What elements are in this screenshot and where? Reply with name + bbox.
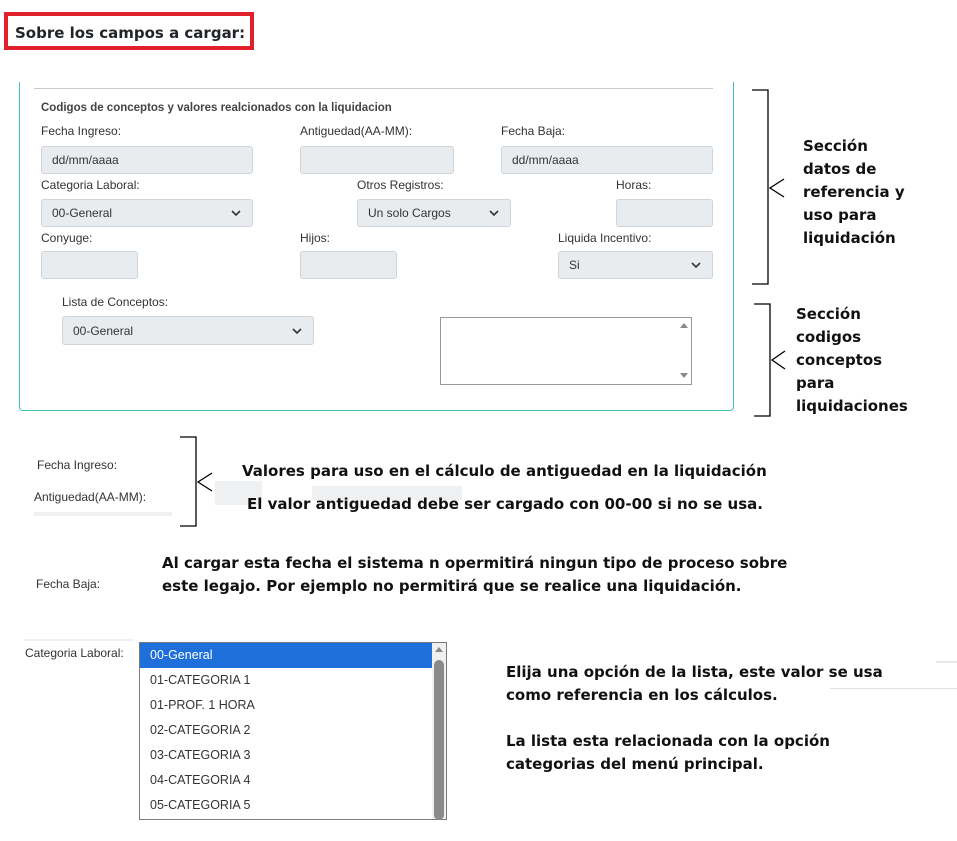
bracket-arrow-icon <box>752 302 792 420</box>
chevron-down-icon <box>230 207 242 219</box>
snippet-edge <box>24 639 134 641</box>
horas-label: Horas: <box>616 178 652 192</box>
page-title-text: Sobre los campos a cargar: <box>15 24 246 42</box>
categoria-note <box>506 661 883 776</box>
note-line: Al cargar esta fecha el sistema n opermitirá ningun tipo de proceso sobre <box>162 554 788 572</box>
chevron-down-icon <box>488 207 500 219</box>
chevron-down-icon <box>690 259 702 271</box>
note-line: referencia y <box>803 183 905 201</box>
conyuge-input[interactable] <box>41 251 138 279</box>
list-item[interactable]: 02-CATEGORIA 2 <box>150 723 251 737</box>
categoria-label: Categoria Laboral: <box>41 178 140 192</box>
categoria-select-value: 00-General <box>52 206 113 220</box>
otros-registros-value: Un solo Cargos <box>368 206 451 220</box>
list-item[interactable]: 00-General <box>140 643 446 668</box>
antiguedad-input[interactable] <box>300 146 454 174</box>
note-line: La lista esta relacionada con la opción <box>506 732 830 750</box>
note-line: codigos <box>796 328 862 346</box>
categoria-listbox[interactable] <box>139 642 447 820</box>
fecha-baja-input[interactable] <box>501 146 713 174</box>
otros-registros-select[interactable] <box>357 199 511 227</box>
conyuge-label: Conyuge: <box>41 231 93 245</box>
fecha-baja-placeholder: dd/mm/aaaa <box>512 153 579 167</box>
hijos-label: Hijos: <box>300 231 331 245</box>
note-line: como referencia en los cálculos. <box>506 686 778 704</box>
incentivo-value: Si <box>569 258 580 272</box>
categoria-select[interactable] <box>41 199 253 227</box>
conceptos-label: Lista de Conceptos: <box>62 295 169 309</box>
chevron-down-icon <box>291 325 303 337</box>
note-line: Sección <box>803 137 868 155</box>
fecha-baja-label: Fecha Baja: <box>501 124 566 138</box>
fecha-baja-note <box>162 552 787 598</box>
scrollbar-thumb[interactable] <box>434 660 444 820</box>
form-section-title: Codigos de conceptos y valores realcionados con la liquidacion <box>41 102 392 114</box>
card-divider <box>34 88 713 89</box>
note-line: uso para <box>803 206 877 224</box>
fecha-ingreso-label: Fecha Ingreso: <box>41 124 122 138</box>
note-line: este legajo. Por ejemplo no permitirá que se realice una liquidación. <box>162 577 742 595</box>
horas-input[interactable] <box>616 199 713 227</box>
fecha-ingreso-input[interactable] <box>41 146 253 174</box>
note-line: datos de <box>803 160 877 178</box>
snippet-fecha-baja-label: Fecha Baja: <box>36 577 101 591</box>
note-line: para <box>796 374 835 392</box>
bracket-arrow-icon <box>178 435 218 529</box>
otros-registros-label: Otros Registros: <box>357 178 444 192</box>
list-item[interactable]: 04-CATEGORIA 4 <box>150 773 251 787</box>
scroll-down-icon[interactable] <box>680 373 688 378</box>
incentivo-label: Liquida Incentivo: <box>558 231 652 245</box>
snippet-antiguedad-label: Antiguedad(AA-MM): <box>34 490 147 504</box>
note-line: categorias del menú principal. <box>506 755 764 773</box>
page-title <box>4 12 254 50</box>
note-line: Sección <box>796 305 861 323</box>
list-item[interactable]: 03-CATEGORIA 3 <box>150 748 251 762</box>
list-item[interactable]: 01-CATEGORIA 1 <box>150 673 251 687</box>
seccion-datos-note <box>803 135 905 250</box>
snippet-fecha-ingreso-label: Fecha Ingreso: <box>37 458 118 472</box>
note-spacer <box>506 707 883 730</box>
note-line: Elija una opción de la lista, este valor se usa <box>506 663 883 681</box>
scroll-up-icon[interactable] <box>680 323 688 328</box>
seccion-codigos-note <box>796 303 908 418</box>
list-item[interactable]: 05-CATEGORIA 5 <box>150 798 251 812</box>
hijos-input[interactable] <box>300 251 397 279</box>
divider <box>830 688 957 689</box>
antiguedad-note-1: Valores para uso en el cálculo de antiguedad en la liquidación <box>242 462 767 480</box>
antiguedad-note-2: El valor antiguedad debe ser cargado con 00-00 si no se usa. <box>247 495 763 513</box>
note-line: liquidaciones <box>796 397 908 415</box>
conceptos-value: 00-General <box>73 323 134 338</box>
note-line: liquidación <box>803 229 896 247</box>
fecha-ingreso-placeholder: dd/mm/aaaa <box>52 153 119 167</box>
conceptos-textarea[interactable] <box>440 317 692 385</box>
note-line: conceptos <box>796 351 883 369</box>
incentivo-select[interactable] <box>558 251 713 279</box>
divider <box>936 661 957 663</box>
scroll-up-icon[interactable] <box>435 647 443 652</box>
bracket-arrow-icon <box>750 88 790 288</box>
conceptos-select[interactable] <box>62 316 314 345</box>
snippet-categoria-label: Categoria Laboral: <box>25 646 124 660</box>
antiguedad-label: Antiguedad(AA-MM): <box>300 124 413 138</box>
list-item[interactable]: 01-PROF. 1 HORA <box>150 698 255 712</box>
snippet-input-edge <box>34 512 172 516</box>
